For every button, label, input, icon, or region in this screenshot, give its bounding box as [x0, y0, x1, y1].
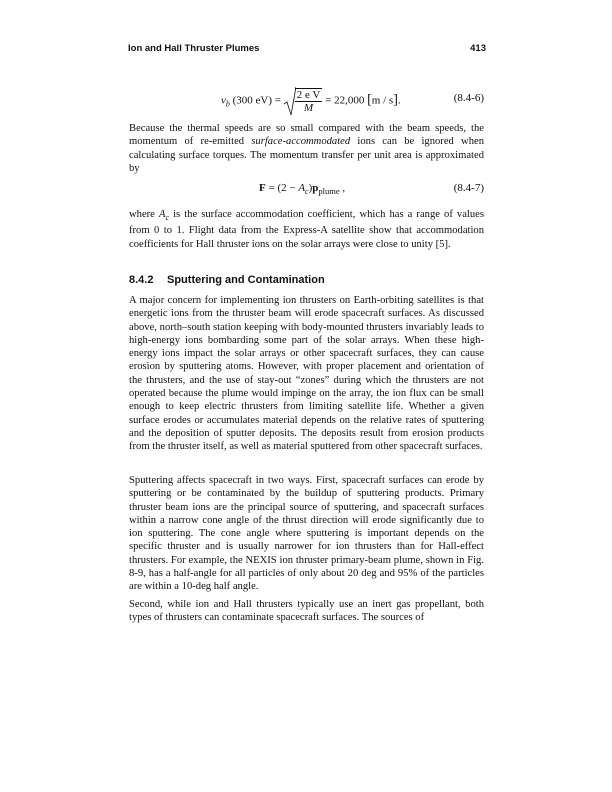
page-number: 413: [470, 43, 486, 54]
eq1-rhs: = 22,000: [325, 94, 365, 107]
eq2-trailing: ,: [339, 182, 346, 194]
equation-8-4-6: $v_b$ (300 eV) = $\frac{\text{2 e V}}{M}$ = 22,000 [m / s]. (8.4-6): [129, 80, 484, 114]
p2-symbol-subscript: c: [165, 213, 170, 223]
p1-text-b: ions can be ignored when calculating surface torques. The momentum transfer per unit area is approximated by: [129, 136, 484, 174]
p1-text-a: Because the thermal speeds are so small compared with the beam speeds, the momentum of re-emitted: [129, 123, 484, 148]
p2-text-b: is the surface accommodation coefficient, which has a range of values from 0 to 1. Flight data from the Express-A satellite show that accommodation coefficients for Hall thruster ions on the solar arrays were close to unity [5].: [129, 209, 484, 250]
section-title: Sputtering and Contamination: [167, 274, 325, 286]
paragraph-5: Second, while ion and Hall thrusters typically use an inert gas propellant, both types of thrusters can contaminate spacecraft surfaces. The sources of: [129, 599, 484, 624]
eq2-lhs: F: [259, 182, 266, 194]
eq1-number: (8.4-6): [453, 92, 484, 104]
eq2-vector-subscript: plume: [318, 186, 340, 197]
eq2-mid: = (2 −: [265, 182, 299, 194]
paragraph-3: A major concern for implementing ion thrusters on Earth-orbiting satellites is that energetic ions from the thruster beam will erode spacecraft surfaces. As discussed above, north–south station keeping with body-mounted thrusters invariably leads to high-energy ions bombarding some part of the solar arrays. When these high-energy ions impact the solar arrays or other spacecraft surfaces, they can cause erosion by sputtering atoms. However, with proper placement and orientation of the thrusters, and the use of stay-out “zones” during which the thrusters are not operated because the plume would impinge on the array, the ion flux can be small enough to keep electric thrusters from limiting satellite life. Whether a given surface erodes or accumulates material depends on the relative rates of sputtering and the deposition of sputter deposits. The deposits result from erosion products from the thruster itself, as well as material sputtered from other spacecraft surfaces.: [129, 295, 484, 453]
running-title: Ion and Hall Thruster Plumes: [128, 43, 260, 54]
section-number: 8.4.2: [129, 274, 154, 286]
eq2-after-coef: ): [308, 182, 313, 194]
eq2-coef-subscript: c: [305, 187, 309, 197]
paragraph-2: [129, 208, 484, 251]
eq1-lhs-symbol: v: [221, 94, 226, 107]
paragraph-4: Sputtering affects spacecraft in two ways. First, spacecraft surfaces can erode by sputtering or be contaminated by the buildup of sputtering products. Primary thruster beam ions are the principal source of sputtering, and spacecraft surfaces within a narrow cone angle of the thrust direction will erode significantly due to ion sputtering. The cone angle where sputtering is important depends on the specific thruster and is usually narrower for ion thrusters than for Hall-effect thrusters. For example, the NEXIS ion thruster primary-beam plume, shown in Fig. 8-9, has a half-angle for all particles of only about 20 deg and 95% of the particles are within a 10-deg half angle.: [129, 475, 484, 593]
eq1-trailing: .: [397, 94, 401, 107]
eq1-units: m / s: [371, 94, 394, 107]
eq1-lhs-arg: (300 eV) =: [232, 94, 281, 107]
p2-symbol: A: [158, 209, 166, 220]
eq1-sqrt: [284, 86, 323, 116]
equation-8-4-7: [129, 182, 484, 198]
eq1-numerator: 2 e V: [296, 89, 321, 101]
eq1-lhs-subscript: b: [225, 99, 230, 109]
eq2-coef-symbol: A: [298, 182, 306, 194]
p1-emphasis: surface-accommodated: [251, 136, 351, 148]
eq1-denominator: M: [303, 102, 314, 114]
p2-text-a: where: [129, 209, 159, 220]
section-heading: [129, 274, 325, 286]
eq2-vector: p: [312, 182, 319, 194]
eq2-number: (8.4-7): [453, 182, 484, 194]
paragraph-1: [129, 122, 484, 175]
